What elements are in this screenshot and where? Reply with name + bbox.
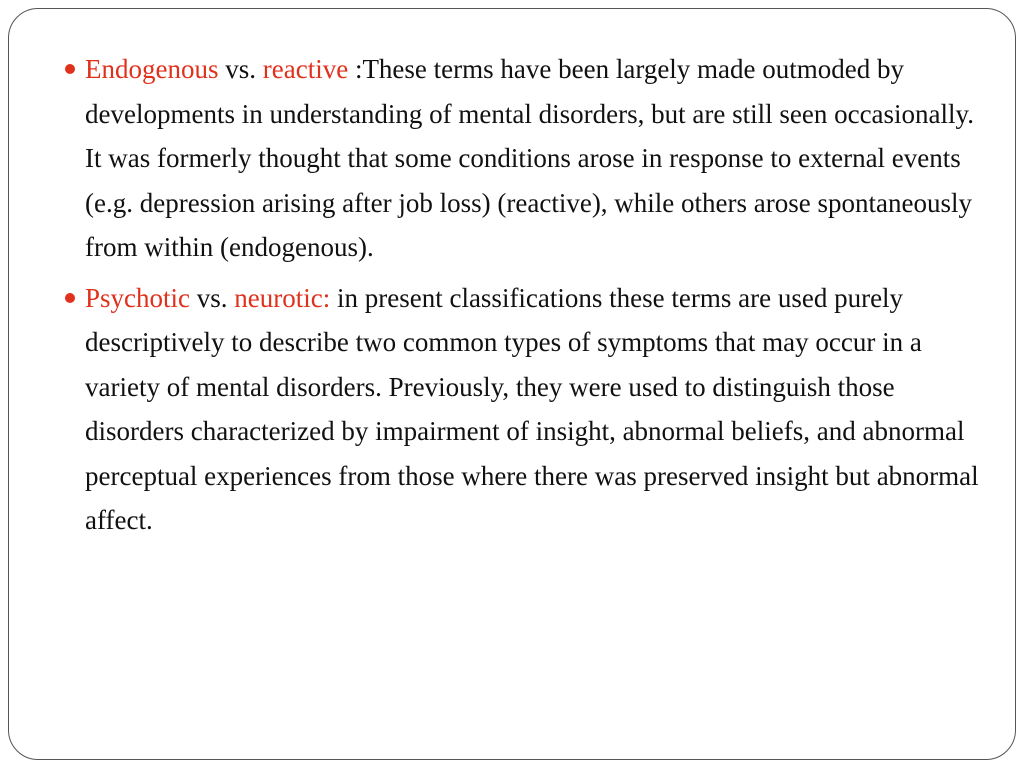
term-endogenous: Endogenous xyxy=(85,54,219,84)
term-psychotic: Psychotic xyxy=(85,282,190,313)
bullet-dot-icon xyxy=(65,293,75,303)
bullet-text: in present classifications these terms are used purely descriptively to describe two common types of symptoms that may occur in a variety of mental disorders. Previously, they were used to distinguish those disorders characterized by impairment of insight, abnormal beliefs, and abnormal perceptual experiences from those where there was preserved insight but abnormal affect. xyxy=(85,282,979,535)
term-separator: vs. xyxy=(190,282,235,313)
slide xyxy=(8,8,1016,760)
bullet-psychotic-neurotic xyxy=(65,276,985,543)
bullet-endogenous-reactive xyxy=(65,47,985,270)
slide-content xyxy=(65,47,985,549)
term-neurotic: neurotic: xyxy=(234,282,331,313)
bullet-text: :These terms have been largely made outmoded by developments in understanding of mental disorders, but are still seen occasionally. It was formerly thought that some conditions arose in response to external events (e.g. depression arising after job loss) (reactive), while others arose spontaneously from within (endogenous). xyxy=(85,54,975,262)
term-separator: vs. xyxy=(218,54,263,84)
bullet-dot-icon xyxy=(65,64,75,74)
term-reactive: reactive xyxy=(262,54,349,84)
